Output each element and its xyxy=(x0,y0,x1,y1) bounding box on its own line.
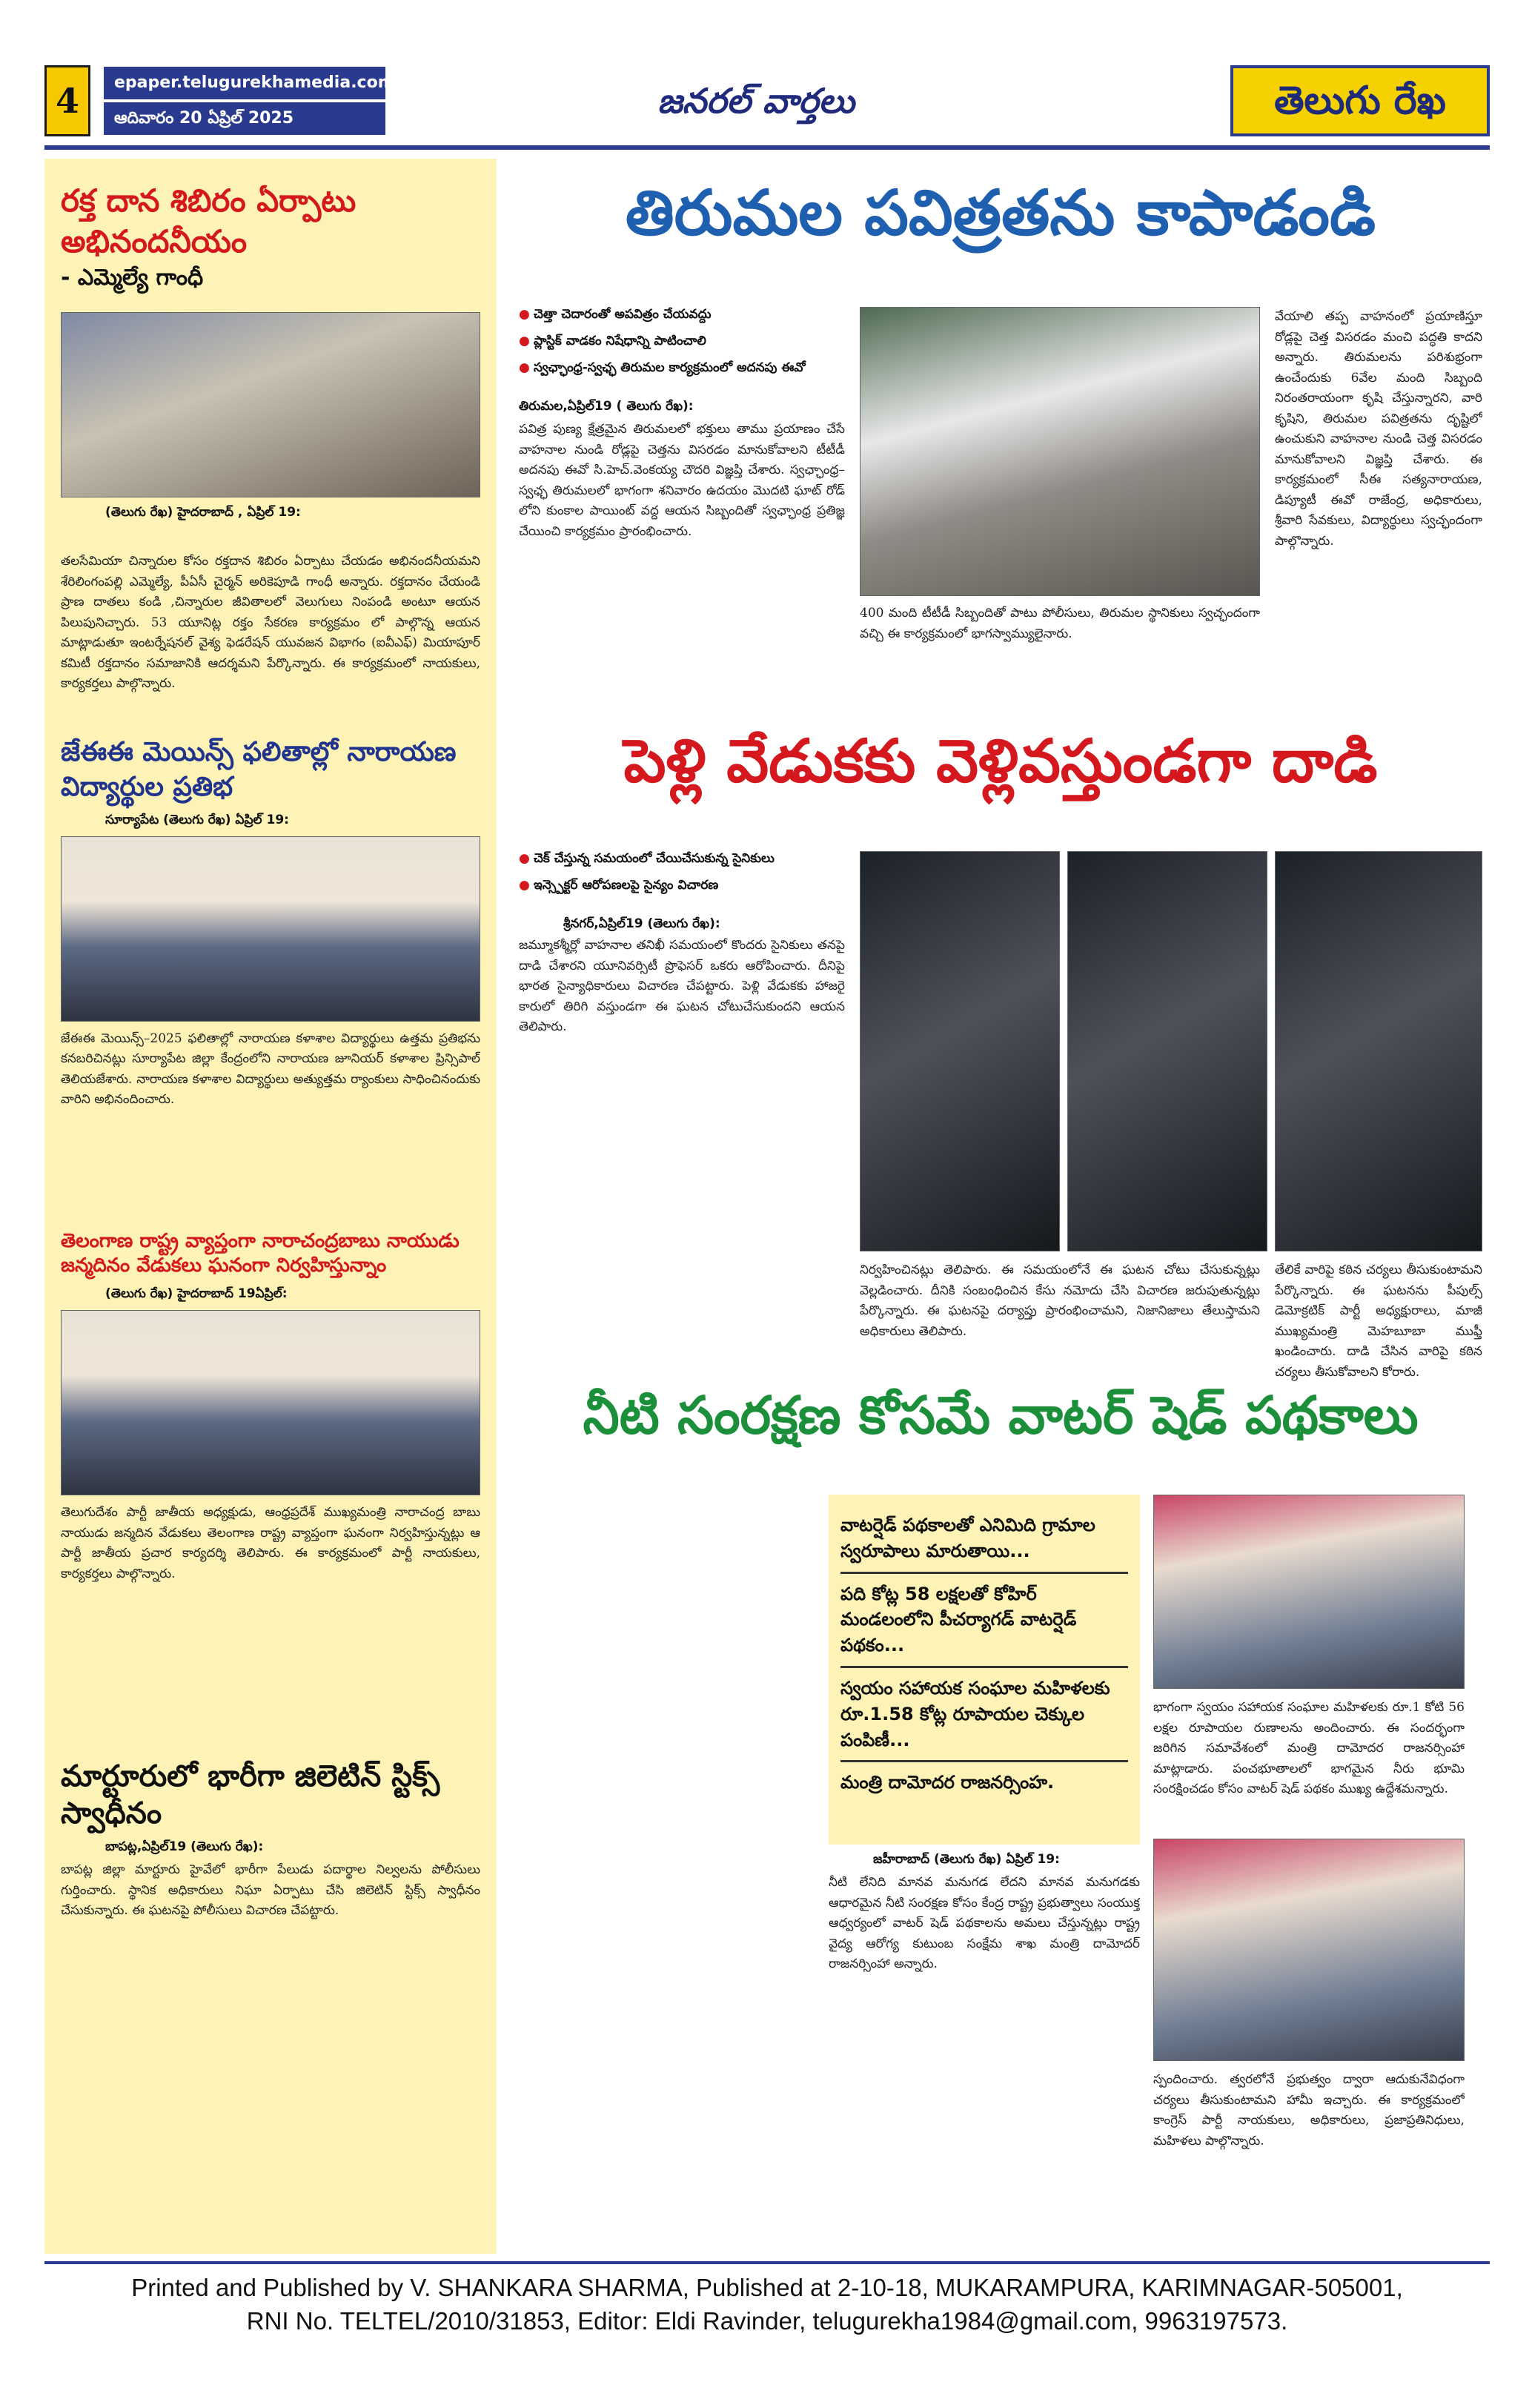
lead-bullet-item: ● స్వఛ్ఛాంధ్ర-స్వఛ్ఛ తిరుమల కార్యక్రమంలో అదనపు ఈవో xyxy=(519,360,845,378)
site-url[interactable]: epaper.telugurekhamedia.com xyxy=(104,67,385,99)
highlight-item: పది కోట్ల 58 లక్షలతో కోహిర్ మండలంలోని పీచర్యాగడ్ వాటర్షెడ్ పథకం... xyxy=(840,1574,1128,1668)
watershed-dateline: జహీరాబాద్ (తెలుగు రేఖ) ఏప్రిల్ 19: xyxy=(873,1852,1060,1867)
wedding-bullet-item: ● ఇన్స్పెక్టర్ ఆరోపణలపై సైన్యం విచారణ xyxy=(519,878,845,896)
lead-column-3: వేయాలి తప్ప వాహనంలో ప్రయాణిస్తూ రోడ్లపై చెత్త విసరడం మంచి పద్ధతి కాదని అన్నారు. తిరుమలను పరిశుభ్రంగా ఉంచేందుకు 6వేల మంది సిబ్బంది నిరంతరాయంగా కృషి చేస్తున్నారని, వారి కృషిని, తిరుమల పవిత్రతను దృష్టిలో ఉంచుకుని వాహనాల నుండి చెత్త విసరడం మానుకోవాలని విజ్ఞప్తి చేశారు. ఈ కార్యక్రమంలో సీఈ సత్యనారాయణ, డిప్యూటీ ఈవో రాజేంద్ర, అధికారులు, శ్రీవారి సేవకులు, విద్యార్థులు స్వచ్ఛందంగా పాల్గొన్నారు. xyxy=(1275,309,1482,549)
story-body: జేఈఈ మెయిన్స్–2025 ఫలితాల్లో నారాయణ కళాశాల విద్యార్థులు ఉత్తమ ప్రతిభను కనబరిచినట్లు సూర్యాపేట జిల్లా కేంద్రంలోని నారాయణ జూనియర్ కళాశాల ప్రిన్సిపాల్ తెలియజేశారు. నారాయణ కళాశాల విద్యార్థులు అత్యుత్తమ ర్యాంకులు సాధించినందుకు వారిని అభినందించారు. xyxy=(61,1031,480,1108)
wedding-body: జమ్మూకశ్మీర్లో వాహనాల తనిఖీ సమయంలో కొందరు సైనికులు తనపై దాడి చేశారని యూనివర్సిటీ ప్రొఫెసర్ ఒకరు ఆరోపించారు. దీనిపై భారత సైన్యాధికారులు విచారణ చేపట్టారు. పెళ్లి వేడుకకు హాజరై కారులో తిరిగి వస్తుండగా ఈ ఘటన చోటుచేసుకుందని ఆయన తెలిపారు. xyxy=(519,938,845,1035)
imprint-line-2: RNI No. TELTEL/2010/31853, Editor: Eldi Ravinder, telugurekha1984@gmail.com, 9963197573. xyxy=(246,2306,1288,2335)
section-title: జనరల్ వార్తలు xyxy=(657,81,855,121)
watershed-column-2: భాగంగా స్వయం సహాయక సంఘాల మహిళలకు రూ.1 కోటి 56 లక్షల రూపాయల రుణాలను అందించారు. ఈ సందర్భంగా జరిగిన సమావేశంలో మంత్రి దామోదర రాజనర్సింహా మాట్లాడారు. పంచభూతాలలో భాగమైన నీరు భూమి సంరక్షించడం కోసం వాటర్ షెడ్ పథకం ముఖ్య ఉద్దేశమన్నారు. xyxy=(1153,1700,1465,1797)
page-number: 4 xyxy=(44,65,90,136)
issue-date: ఆదివారం 20 ఏప్రిల్ 2025 xyxy=(104,102,385,135)
story-dateline: బాపట్ల,ఏప్రిల్19 (తెలుగు రేఖ): xyxy=(105,1839,264,1855)
lead-photo-caption: 400 మంది టీటీడీ సిబ్బందితో పాటు పోలీసులు, తిరుమల స్థానికులు స్వచ్ఛందంగా వచ్చి ఈ కార్యక్రమంలో భాగస్వామ్యులైనారు. xyxy=(860,606,1260,641)
story-blood-donation-text: తలసేమియా చిన్నారుల కోసం రక్తదాన శిబిరం ఏర్పాటు చేయడం అభినందనీయమని శేరిలింగంపల్లి ఎమ్మెల్యే, పీఏసీ చైర్మన్ అరికెపూడి గాంధీ అన్నారు. రక్తదానం చేయండి ప్రాణ దాతలు కండి ,చిన్నారుల జీవితాలలో వెలుగులు నింపండి అంటూ ఆయన పిలుపునిచ్చారు. 53 యూనిట్ల రక్తం సేకరణ కార్యక్రమం లో పాల్గొన్న ఆయన మాట్లాడుతూ ఇంటర్నేషనల్ వైశ్య ఫెడరేషన్ యువజన విభాగం (ఐవీఎఫ్) మియాపూర్ కమిటీ రక్తదానం సమాజానికి ఆదర్శమని పేర్కొన్నారు. ఈ కార్యక్రమంలో నాయకులు, కార్యకర్తలు పాల్గొన్నారు. xyxy=(61,554,480,692)
wedding-column-3: తేలికే వారిపై కఠిన చర్యలు తీసుకుంటామని పేర్కొన్నారు. ఈ ఘటనను పీపుల్స్ డెమోక్రటిక్ పార్టీ అధ్యక్షురాలు, మాజీ ముఖ్యమంత్రి మెహబూబా ముఫ్తీ ఖండించారు. దాడి చేసిన వారిపై కఠిన చర్యలు తీసుకోవాలని కోరారు. xyxy=(1275,1263,1482,1380)
lead-dateline: తిరుమల,ఏప్రిల్19 ( తెలుగు రేఖ): xyxy=(519,399,694,414)
footer-divider xyxy=(44,2261,1490,2264)
watershed-body: నీటి లేనిది మానవ మనుగడ లేదని మానవ మనుగడకు ఆధారమైన నీటి సంరక్షణ కోసం కేంద్ర రాష్ట్ర ప్రభుత్వాలు సంయుక్త ఆధ్వర్యంలో వాటర్ షెడ్ పథకాలను అమలు చేస్తున్నట్లు రాష్ట్ర వైద్య ఆరోగ్య కుటుంబ సంక్షేమ శాఖ మంత్రి దామోదర్ రాజనర్సింహా అన్నారు. xyxy=(829,1875,1140,1972)
watershed-column-3: స్పందించారు. త్వరలోనే ప్రభుత్వం ద్వారా ఆదుకునేవిధంగా చర్యలు తీసుకుంటామని హామీ ఇచ్చారు. ఈ కార్యక్రమంలో కాంగ్రెస్ పార్టీ నాయకులు, అధికారులు, ప్రజాప్రతినిధులు, మహిళలు పాల్గొన్నారు. xyxy=(1153,2072,1465,2149)
imprint-footer xyxy=(44,2272,1490,2338)
story-photo xyxy=(61,1310,480,1495)
wedding-headline: పెళ్లి వేడుకకు వెళ్లివస్తుండగా దాడి xyxy=(623,727,1378,796)
story-byline: - ఎమ్మెల్యే గాంధీ xyxy=(61,265,204,291)
story-dateline: (తెలుగు రేఖ) హైదరాబాద్ , ఏప్రిల్ 19: xyxy=(105,505,301,520)
story-dateline: సూర్యాపేట (తెలుగు రేఖ) ఏప్రిల్ 19: xyxy=(105,812,289,827)
story-blood-donation xyxy=(61,159,480,574)
story-body: బాపట్ల జిల్లా మార్టూరు హైవేలో భారీగా పేలుడు పదార్థాల నిల్వలను పోలీసులు గుర్తించారు. స్థానిక అధికారులు నిఘా ఏర్పాటు చేసి జిలెటిన్ స్టిక్స్ స్వాధీనం చేసుకున్నారు. ఈ ఘటనపై పోలీసులు విచారణ చేపట్టారు. xyxy=(61,1862,480,1919)
watershed-headline: నీటి సంరక్షణ కోసమే వాటర్ షెడ్ పథకాలు xyxy=(583,1385,1419,1446)
watershed-photo-top xyxy=(1153,1495,1465,1689)
lead-bullets xyxy=(519,307,845,387)
watershed-photo-bottom xyxy=(1153,1839,1465,2061)
story-headline: రక్త దాన శిబిరం ఏర్పాటు అభినందనీయం xyxy=(61,182,357,259)
header-divider xyxy=(44,145,1490,150)
wedding-photo-right xyxy=(1275,851,1482,1251)
story-headline: జేఈఈ మెయిన్స్ ఫలితాల్లో నారాయణ విద్యార్థుల ప్రతిభ xyxy=(61,737,457,802)
watershed-highlights xyxy=(829,1495,1140,1845)
story-gelatin-seizure xyxy=(61,1758,480,2023)
imprint-line-1: Printed and Published by V. SHANKARA SHARMA, Published at 2-10-18, MUKARAMPURA, KARIMNAGAR-505001, xyxy=(131,2274,1403,2301)
lead-bullet-item: ● ప్లాస్టిక్ వాడకం నిషేధాన్ని పాటించాలి xyxy=(519,334,845,351)
story-headline: మార్టూరులో భారీగా జిలెటిన్ స్టిక్స్ స్వాధీనం xyxy=(61,1759,440,1831)
brand-logo: తెలుగు రేఖ xyxy=(1230,65,1490,136)
story-photo xyxy=(61,312,480,497)
story-photo xyxy=(61,836,480,1022)
lead-headline: తిరుమల పవిత్రతను కాపాడండి xyxy=(625,176,1376,249)
wedding-bullets xyxy=(519,851,845,904)
lead-bullet-item: ● చెత్తా చెదారంతో అపవిత్రం చేయవద్దు xyxy=(519,307,845,325)
wedding-dateline: శ్రీనగర్,ఏప్రిల్19 (తెలుగు రేఖ): xyxy=(563,916,720,931)
story-naidu-birthday xyxy=(61,1229,480,1748)
lead-photo xyxy=(860,307,1260,596)
wedding-photo-left xyxy=(860,851,1060,1251)
story-dateline: (తెలుగు రేఖ) హైదరాబాద్ 19ఏప్రిల్: xyxy=(105,1286,288,1302)
wedding-column-2: నిర్వహించినట్లు తెలిపారు. ఈ సమయంలోనే ఈ ఘటన చోటు చేసుకున్నట్లు వెల్లడించారు. దీనికి సంబంధించిన కేసు నమోదు చేసి విచారణ జరుపుతున్నట్లు పేర్కొన్నారు. ఈ ఘటనపై దర్యాప్తు ప్రారంభించామని, నిజానిజాలు తేలుస్తామని అధికారులు తెలిపారు. xyxy=(860,1263,1260,1339)
lead-body: పవిత్ర పుణ్య క్షేత్రమైన తిరుమలలో భక్తులు తాము ప్రయాణం చేసే వాహనాల నుండి రోడ్లపై చెత్తను విసరడం మానుకోవాలని టీటీడీ అదనపు ఈవో సి.హెచ్.వెంకయ్య చౌదరి విజ్ఞప్తి చేశారు. స్వఛ్ఛాంధ్ర–స్వఛ్ఛ తిరుమలలో భాగంగా శనివారం ఉదయం మొదటి ఘాట్ రోడ్ లోని కుంకాల పాయింట్ వద్ద ఆయన సిబ్బందితో స్వఛ్ఛాంధ్ర ప్రతిజ్ఞ చేయించి కార్యక్రమం ప్రారంభించారు. xyxy=(519,422,845,539)
story-headline: తెలంగాణ రాష్ట్ర వ్యాప్తంగా నారాచంద్రబాబు నాయుడు జన్మదినం వేడుకలు ఘనంగా నిర్వహిస్తున్నాం xyxy=(61,1229,460,1277)
wedding-bullet-item: ● చెక్ చేస్తున్న సమయంలో చేయిచేసుకున్న సైనికులు xyxy=(519,851,845,869)
left-column xyxy=(44,159,497,2254)
story-jee-results xyxy=(61,735,480,1220)
wedding-photo-center xyxy=(1067,851,1267,1251)
highlight-item: స్వయం సహాయక సంఘాల మహిళలకు రూ.1.58 కోట్ల రూపాయల చెక్కుల పంపిణీ... xyxy=(840,1668,1128,1762)
highlight-item: వాటర్షెడ్ పథకాలతో ఎనిమిది గ్రామాల స్వరూపాలు మారుతాయి... xyxy=(840,1505,1128,1574)
highlight-item: మంత్రి దామోదర రాజనర్సింహ. xyxy=(840,1772,1055,1793)
masthead xyxy=(44,65,1490,136)
story-body: తెలుగుదేశం పార్టీ జాతీయ అధ్యక్షుడు, ఆంధ్రప్రదేశ్ ముఖ్యమంత్రి నారాచంద్ర బాబు నాయుడు జన్మదిన వేడుకలు తెలంగాణ రాష్ట్ర వ్యాప్తంగా ఘనంగా నిర్వహిస్తున్నట్లు ఆ పార్టీ జాతీయ ప్రచార కార్యదర్శి తెలిపారు. ఈ కార్యక్రమంలో పార్టీ నాయకులు, కార్యకర్తలు పాల్గొన్నారు. xyxy=(61,1505,480,1581)
